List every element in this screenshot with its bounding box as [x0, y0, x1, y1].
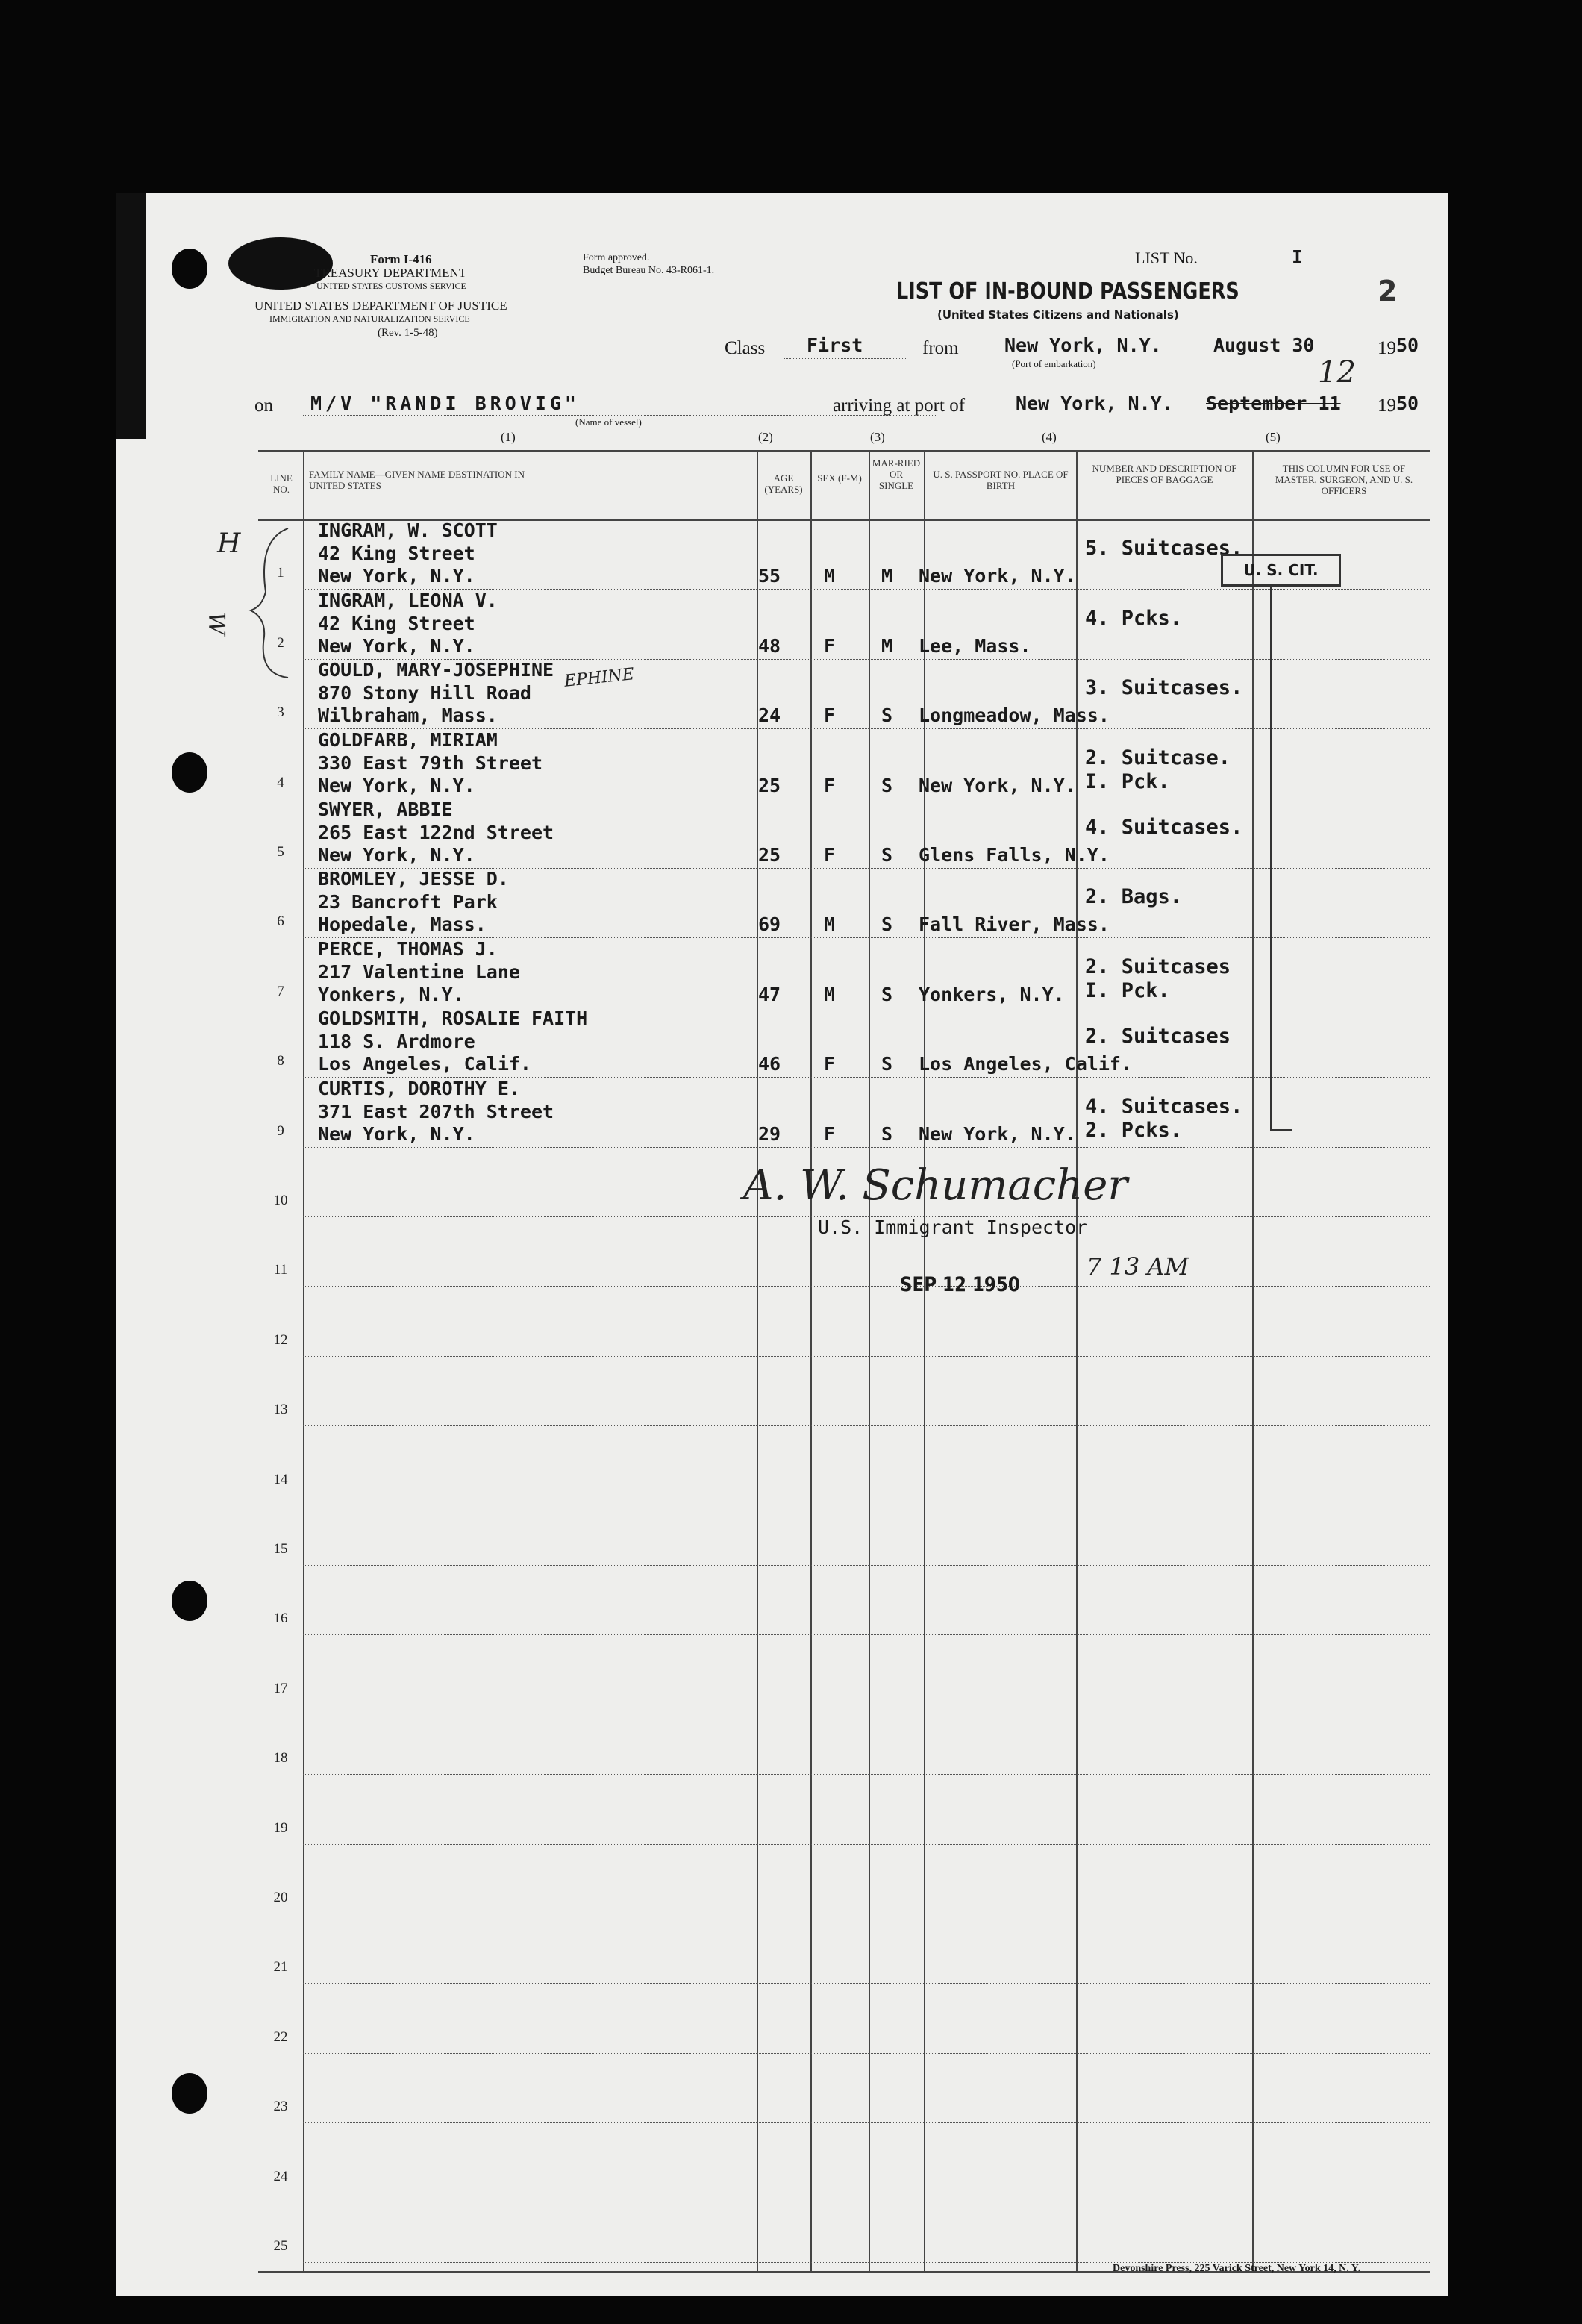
passenger-city: New York, N.Y.	[318, 844, 475, 866]
us-cit-bracket	[1270, 584, 1272, 1129]
passenger-name: INGRAM, W. SCOTT	[318, 519, 498, 542]
passenger-street: 870 Stony Hill Road	[318, 682, 531, 705]
passenger-sex: F	[824, 1122, 836, 1145]
form-number: Form I-416	[370, 252, 432, 266]
passenger-city: New York, N.Y.	[318, 774, 475, 796]
passenger-birthplace: Fall River, Mass.	[919, 913, 1110, 936]
treasury-department: TREASURY DEPARTMENT	[314, 266, 467, 280]
hand-josephine: EPHINE	[563, 665, 636, 691]
page-number: 2	[1378, 275, 1398, 307]
passenger-marital-status: S	[881, 913, 893, 936]
row-rule	[303, 1356, 1430, 1357]
passenger-city: New York, N.Y.	[318, 634, 475, 657]
passenger-baggage-extra: I. Pck.	[1085, 769, 1170, 793]
passenger-marital-status: S	[881, 705, 893, 727]
passenger-baggage: 3. Suitcases.	[1085, 676, 1243, 700]
line-number: 5	[277, 844, 284, 860]
year-arrival: 50	[1396, 393, 1419, 414]
passenger-city: Wilbraham, Mass.	[318, 705, 498, 727]
passenger-street: 217 Valentine Lane	[318, 960, 520, 983]
passenger-marital-status: S	[881, 774, 893, 796]
line-number: 22	[273, 2028, 288, 2045]
passenger-name: BROMLEY, JESSE D.	[318, 868, 509, 890]
line-number: 13	[273, 1402, 288, 1418]
customs-service: UNITED STATES CUSTOMS SERVICE	[316, 281, 466, 291]
year-prefix-2: 19	[1378, 396, 1396, 416]
passenger-city: Hopedale, Mass.	[318, 913, 487, 936]
row-rule	[303, 2053, 1430, 2054]
line-number: 4	[277, 774, 284, 790]
passenger-age: 29	[758, 1122, 781, 1145]
punch-hole	[172, 2073, 207, 2114]
line-number: 9	[277, 1122, 284, 1139]
page-title: LIST OF IN-BOUND PASSENGERS	[896, 278, 1239, 304]
passenger-baggage: 2. Suitcase.	[1085, 746, 1231, 769]
line-number: 11	[273, 1262, 288, 1278]
passenger-sex: F	[824, 1053, 836, 1075]
passenger-street: 371 East 207th Street	[318, 1100, 554, 1122]
from-value: New York, N.Y.	[1004, 334, 1162, 356]
passenger-marital-status: S	[881, 1122, 893, 1145]
passenger-age: 24	[758, 705, 781, 727]
year-embark: 50	[1396, 334, 1419, 356]
col-number-2: (2)	[758, 430, 773, 444]
date-stamp: SEP 12 1950	[900, 1273, 1020, 1296]
line-number: 20	[273, 1890, 288, 1905]
passenger-sex: M	[824, 983, 836, 1005]
hand-mark-h: H	[217, 528, 241, 559]
passenger-baggage: 2. Suitcases	[1085, 1025, 1231, 1049]
passenger-name: GOULD, MARY-JOSEPHINE	[318, 659, 554, 681]
passenger-marital-status: S	[881, 844, 893, 866]
inspector-signature: A. W. Schumacher	[743, 1161, 1128, 1210]
header-officers: THIS COLUMN FOR USE OF MASTER, SURGEON, AND U. S. OFFICERS	[1275, 463, 1413, 496]
line-number: 2	[277, 634, 284, 651]
line-number: 18	[273, 1750, 288, 1767]
passenger-name: GOLDFARB, MIRIAM	[318, 728, 498, 751]
passenger-sex: M	[824, 913, 836, 936]
embark-date: August 30	[1213, 334, 1315, 356]
inspector-title: U.S. Immigrant Inspector	[818, 1216, 1088, 1238]
passenger-age: 48	[758, 634, 781, 657]
header-age: AGE (YEARS)	[764, 472, 803, 495]
passenger-sex: M	[824, 565, 836, 587]
list-no-label: LIST No.	[1135, 249, 1198, 267]
passenger-birthplace: New York, N.Y.	[919, 1122, 1076, 1145]
passenger-birthplace: Glens Falls, N.Y.	[919, 844, 1110, 866]
passenger-baggage: 4. Suitcases.	[1085, 816, 1243, 839]
ink-stain	[116, 193, 146, 439]
passenger-age: 69	[758, 913, 781, 936]
line-number: 8	[277, 1053, 284, 1069]
line-number: 12	[273, 1331, 288, 1348]
passenger-baggage: 5. Suitcases.	[1085, 537, 1243, 560]
arrival-date-correction: 12	[1318, 355, 1356, 390]
passenger-baggage: 4. Suitcases.	[1085, 1094, 1243, 1118]
row-rule	[303, 1286, 1430, 1287]
passenger-street: 42 King Street	[318, 543, 475, 565]
row-rule	[303, 1147, 1430, 1148]
passenger-birthplace: Longmeadow, Mass.	[919, 705, 1110, 727]
passenger-age: 55	[758, 565, 781, 587]
list-no-value: I	[1292, 246, 1304, 268]
arrival-port: New York, N.Y.	[1016, 393, 1173, 414]
line-number: 24	[273, 2168, 288, 2184]
passenger-street: 118 S. Ardmore	[318, 1031, 475, 1053]
vessel-name: M/V "RANDI BROVIG"	[310, 393, 580, 414]
passenger-marital-status: S	[881, 983, 893, 1005]
passenger-name: GOLDSMITH, ROSALIE FAITH	[318, 1008, 588, 1030]
row-rule	[303, 1983, 1430, 1984]
arrival-date: September 11	[1206, 393, 1341, 414]
passenger-name: CURTIS, DOROTHY E.	[318, 1077, 520, 1099]
line-number: 3	[277, 705, 284, 721]
passenger-marital-status: M	[881, 634, 893, 657]
passenger-birthplace: New York, N.Y.	[919, 565, 1076, 587]
passenger-city: New York, N.Y.	[318, 565, 475, 587]
col-number-3: (3)	[870, 430, 885, 444]
passenger-sex: F	[824, 844, 836, 866]
row-rule	[303, 1844, 1430, 1845]
row-rule	[303, 1774, 1430, 1775]
passenger-birthplace: Los Angeles, Calif.	[919, 1053, 1132, 1075]
header-baggage: NUMBER AND DESCRIPTION OF PIECES OF BAGGAGE	[1092, 463, 1237, 485]
budget-bureau: Budget Bureau No. 43-R061-1.	[583, 265, 715, 276]
arriving-label: arriving at port of	[833, 396, 966, 416]
passenger-baggage: 2. Suitcases	[1085, 955, 1231, 978]
header-name: FAMILY NAME—GIVEN NAME DESTINATION IN UNITED STATES	[309, 469, 525, 491]
passenger-baggage-extra: 2. Pcks.	[1085, 1118, 1183, 1142]
punch-hole	[172, 752, 207, 793]
row-rule	[303, 1634, 1430, 1635]
page-subtitle: (United States Citizens and Nationals)	[937, 308, 1179, 322]
line-number: 6	[277, 913, 284, 930]
line-number: 16	[273, 1611, 288, 1627]
class-value: First	[807, 334, 863, 356]
passenger-street: 265 East 122nd Street	[318, 822, 554, 843]
header-passport: U. S. PASSPORT NO. PLACE OF BIRTH	[933, 469, 1069, 491]
on-label: on	[254, 396, 273, 416]
line-number: 10	[273, 1193, 288, 1208]
header-married: MAR-RIED OR SINGLE	[872, 457, 921, 491]
passenger-age: 46	[758, 1053, 781, 1075]
passenger-birthplace: New York, N.Y.	[919, 774, 1076, 796]
line-number: 21	[273, 1959, 288, 1975]
from-label: from	[922, 338, 959, 358]
time-note: 7 13 AM	[1087, 1252, 1189, 1281]
col-number-1: (1)	[501, 430, 516, 444]
passenger-name: PERCE, THOMAS J.	[318, 937, 498, 960]
passenger-baggage: 2. Bags.	[1085, 885, 1183, 909]
passenger-birthplace: Yonkers, N.Y.	[919, 983, 1065, 1005]
printer-imprint: Devonshire Press, 225 Varick Street, New York 14, N. Y.	[1113, 2263, 1361, 2274]
line-number: 14	[273, 1471, 288, 1487]
passenger-city: Los Angeles, Calif.	[318, 1053, 531, 1075]
hand-mark-w: W	[202, 612, 229, 635]
header-sex: SEX (F-M)	[817, 472, 862, 484]
passenger-street: 330 East 79th Street	[318, 752, 543, 774]
passenger-marital-status: M	[881, 565, 893, 587]
year-prefix: 19	[1378, 338, 1396, 358]
punch-hole	[172, 249, 207, 289]
us-cit-stamp: U. S. CIT.	[1221, 554, 1341, 587]
line-number: 17	[273, 1680, 288, 1696]
line-number: 7	[277, 983, 284, 999]
passenger-city: Yonkers, N.Y.	[318, 983, 464, 1005]
passenger-age: 25	[758, 844, 781, 866]
passenger-name: SWYER, ABBIE	[318, 799, 453, 820]
passenger-baggage: 4. Pcks.	[1085, 606, 1183, 630]
row-rule	[303, 1425, 1430, 1426]
line-number: 25	[273, 2238, 288, 2254]
col-number-4: (4)	[1042, 430, 1057, 444]
line-number: 1	[277, 565, 284, 581]
line-number: 15	[273, 1541, 288, 1557]
passenger-city: New York, N.Y.	[318, 1122, 475, 1145]
port-embark-caption: (Port of embarkation)	[1012, 358, 1096, 369]
passenger-age: 47	[758, 983, 781, 1005]
row-rule	[303, 2122, 1430, 2123]
passenger-birthplace: Lee, Mass.	[919, 634, 1031, 657]
passenger-name: INGRAM, LEONA V.	[318, 589, 498, 611]
passenger-marital-status: S	[881, 1053, 893, 1075]
punch-hole	[172, 1581, 207, 1621]
passenger-sex: F	[824, 634, 836, 657]
department-of-justice: UNITED STATES DEPARTMENT OF JUSTICE	[254, 299, 507, 313]
passenger-street: 23 Bancroft Park	[318, 891, 498, 913]
form-approved: Form approved.	[583, 252, 650, 263]
col-number-5: (5)	[1266, 430, 1281, 444]
hand-bracket	[243, 525, 296, 681]
passenger-street: 42 King Street	[318, 612, 475, 634]
row-rule	[303, 1565, 1430, 1566]
passenger-baggage-extra: I. Pck.	[1085, 978, 1170, 1002]
passenger-age: 25	[758, 774, 781, 796]
immigration-service: IMMIGRATION AND NATURALIZATION SERVICE	[269, 313, 470, 324]
line-number: 19	[273, 1819, 288, 1836]
header-line-no: LINE NO.	[270, 472, 293, 495]
passenger-sex: F	[824, 774, 836, 796]
vessel-caption: (Name of vessel)	[575, 416, 642, 428]
line-number: 23	[273, 2099, 288, 2115]
class-label: Class	[725, 338, 766, 358]
revision: (Rev. 1-5-48)	[378, 327, 438, 339]
passenger-sex: F	[824, 705, 836, 727]
passenger-manifest-page	[116, 193, 1448, 2296]
